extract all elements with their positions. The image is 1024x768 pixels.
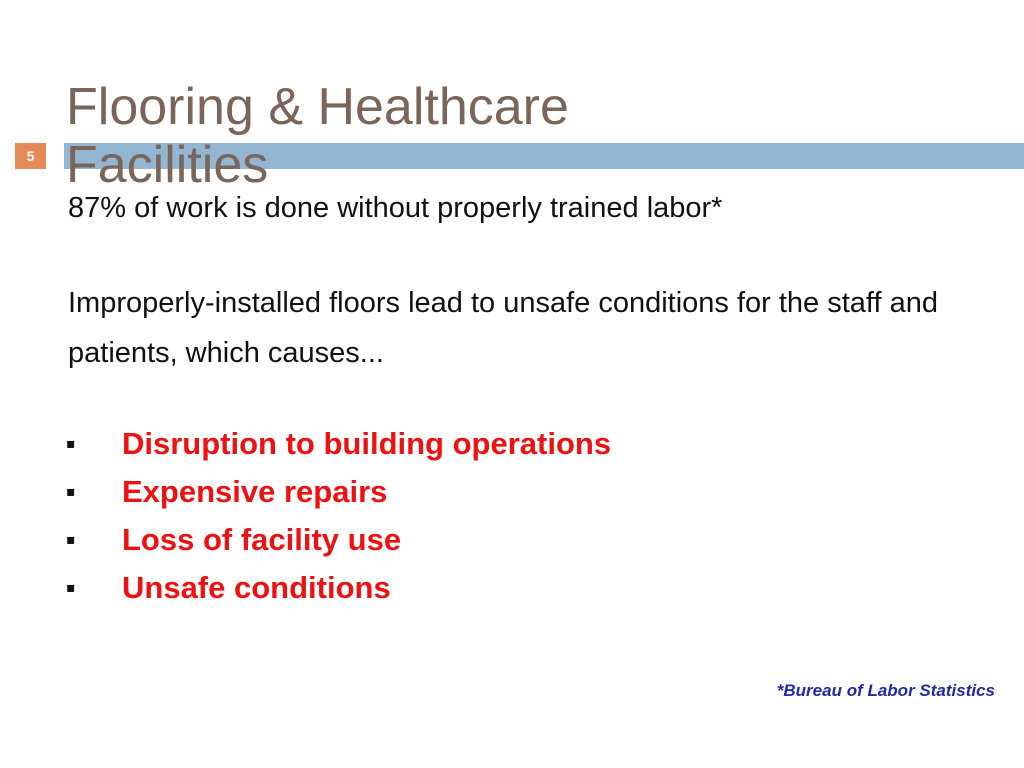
slide-number-badge: 5	[15, 143, 46, 169]
square-bullet-icon: ▪	[66, 436, 76, 452]
slide-title: Flooring & Healthcare Facilities	[66, 78, 569, 194]
square-bullet-icon: ▪	[66, 532, 76, 548]
consequence-paragraph: Improperly-installed floors lead to unsafe conditions for the staff and patients, which causes...	[68, 287, 938, 369]
source-footnote: *Bureau of Labor Statistics	[776, 681, 995, 700]
statistic-line: 87% of work is done without properly trained labor*	[68, 192, 723, 224]
square-bullet-icon: ▪	[66, 580, 76, 596]
bullet-item	[66, 420, 611, 468]
bullet-text: Loss of facility use	[122, 522, 402, 557]
bullet-text: Expensive repairs	[122, 474, 388, 509]
bullet-item	[66, 516, 611, 564]
bullet-item	[66, 468, 611, 516]
bullet-text: Unsafe conditions	[122, 570, 391, 605]
bullet-list	[66, 420, 611, 612]
bullet-text: Disruption to building operations	[122, 426, 612, 461]
square-bullet-icon: ▪	[66, 484, 76, 500]
bullet-item	[66, 564, 611, 612]
